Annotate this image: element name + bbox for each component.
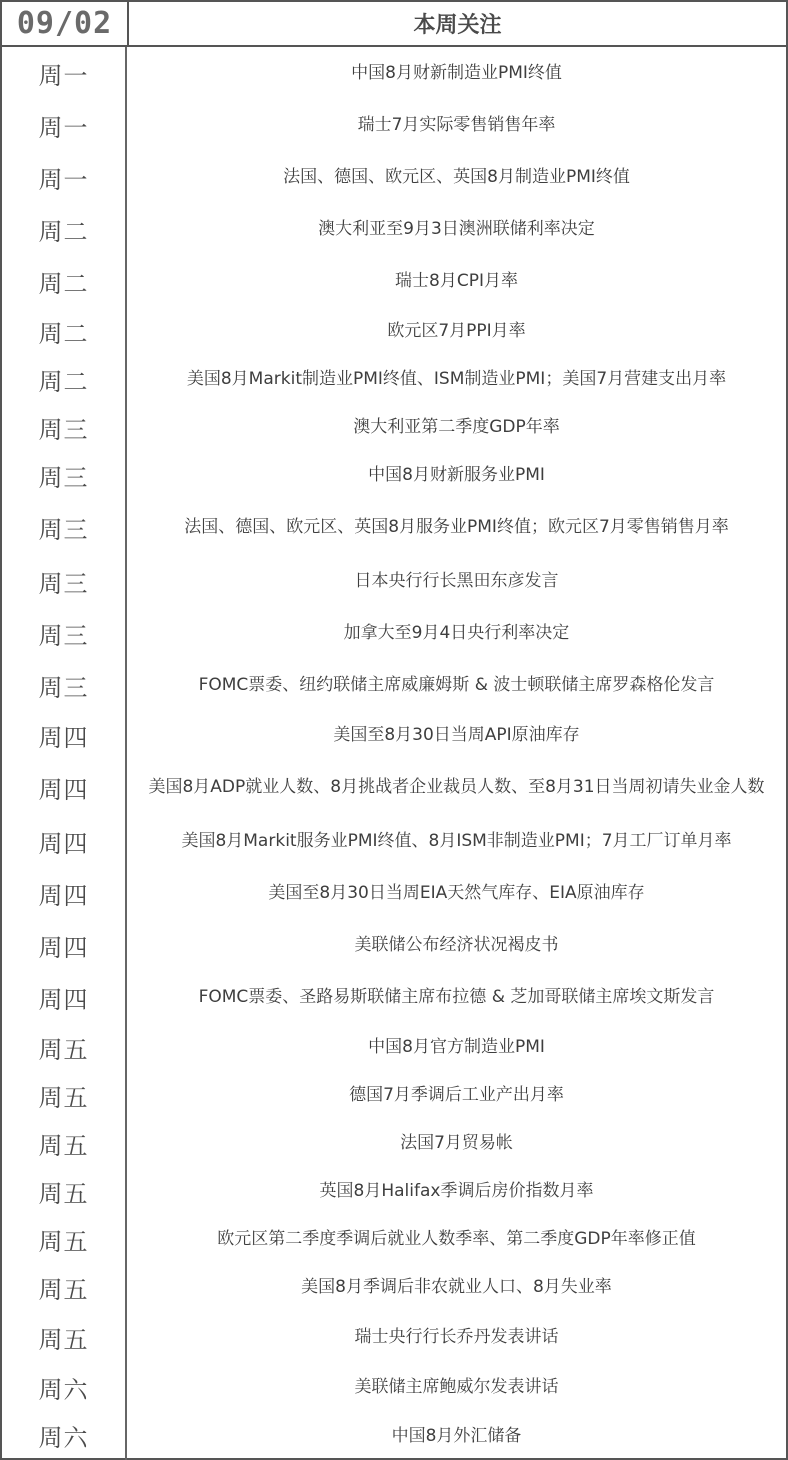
row-day: 周四 — [2, 867, 127, 919]
events-table — [0, 47, 788, 1460]
row-event: 欧元区7月PPI月率 — [387, 321, 526, 341]
table-row — [2, 1215, 786, 1263]
table-row — [2, 47, 786, 99]
table-row — [2, 255, 786, 307]
row-event: 瑞士8月CPI月率 — [395, 271, 518, 291]
row-day: 周五 — [2, 1311, 127, 1363]
table-row — [2, 1363, 786, 1411]
row-event: 美国8月季调后非农就业人口、8月失业率 — [301, 1277, 612, 1297]
row-day: 周五 — [2, 1071, 127, 1119]
row-day: 周五 — [2, 1215, 127, 1263]
row-day: 周四 — [2, 971, 127, 1023]
row-event: 中国8月财新服务业PMI — [368, 465, 545, 485]
row-event: 法国7月贸易帐 — [400, 1133, 513, 1153]
row-event: 澳大利亚至9月3日澳洲联储利率决定 — [318, 219, 595, 239]
row-day: 周四 — [2, 919, 127, 971]
row-day: 周二 — [2, 355, 127, 403]
row-day: 周一 — [2, 151, 127, 203]
table-row — [2, 403, 786, 451]
table-row — [2, 919, 786, 971]
row-day: 周三 — [2, 403, 127, 451]
row-day: 周五 — [2, 1119, 127, 1167]
table-row — [2, 815, 786, 867]
table-row — [2, 1411, 786, 1460]
row-day: 周一 — [2, 99, 127, 151]
row-day: 周四 — [2, 711, 127, 759]
row-event: 法国、德国、欧元区、英国8月制造业PMI终值 — [283, 167, 630, 187]
table-row — [2, 1071, 786, 1119]
row-event: 中国8月财新制造业PMI终值 — [351, 63, 562, 83]
row-day: 周五 — [2, 1023, 127, 1071]
row-event: 德国7月季调后工业产出月率 — [349, 1085, 564, 1105]
row-day: 周六 — [2, 1363, 127, 1411]
table-row — [2, 1023, 786, 1071]
row-event: 法国、德国、欧元区、英国8月服务业PMI终值；欧元区7月零售销售月率 — [184, 517, 729, 537]
table-row — [2, 659, 786, 711]
table-row — [2, 99, 786, 151]
row-day: 周三 — [2, 451, 127, 499]
table-row — [2, 555, 786, 607]
row-event: 美国8月Markit制造业PMI终值、ISM制造业PMI；美国7月营建支出月率 — [186, 369, 727, 389]
table-row — [2, 499, 786, 555]
row-event: 加拿大至9月4日央行利率决定 — [343, 623, 570, 643]
table-row — [2, 1311, 786, 1363]
row-event: 中国8月外汇储备 — [391, 1425, 522, 1446]
row-day: 周五 — [2, 1263, 127, 1311]
header-date: 09/02 — [2, 2, 129, 45]
header-title: 本周关注 — [413, 13, 502, 38]
row-day: 周三 — [2, 607, 127, 659]
row-event: 美联储主席鲍威尔发表讲话 — [354, 1377, 559, 1397]
row-event: 瑞士央行行长乔丹发表讲话 — [354, 1327, 559, 1347]
table-row — [2, 711, 786, 759]
table-row — [2, 867, 786, 919]
table-row — [2, 759, 786, 815]
table-row — [2, 151, 786, 203]
row-day: 周二 — [2, 255, 127, 307]
row-event: 英国8月Halifax季调后房价指数月率 — [319, 1181, 594, 1201]
row-event: 美联储公布经济状况褐皮书 — [354, 935, 559, 955]
table-row — [2, 355, 786, 403]
table-row — [2, 607, 786, 659]
row-event: 美国8月ADP就业人数、8月挑战者企业裁员人数、至8月31日当周初请失业金人数 — [148, 777, 765, 797]
row-event: 中国8月官方制造业PMI — [368, 1037, 545, 1057]
table-row — [2, 971, 786, 1023]
row-event: 瑞士7月实际零售销售年率 — [357, 115, 556, 135]
row-day: 周一 — [2, 47, 127, 99]
row-event: 美国至8月30日当周API原油库存 — [333, 725, 580, 745]
row-day: 周二 — [2, 307, 127, 355]
row-day: 周三 — [2, 499, 127, 555]
table-row — [2, 1119, 786, 1167]
table-header — [0, 0, 788, 47]
row-event: FOMC票委、圣路易斯联储主席布拉德 & 芝加哥联储主席埃文斯发言 — [198, 987, 715, 1007]
table-row — [2, 451, 786, 499]
row-event: 欧元区第二季度季调后就业人数季率、第二季度GDP年率修正值 — [217, 1229, 696, 1249]
row-event: 日本央行行长黑田东彦发言 — [354, 571, 559, 591]
row-event: 美国至8月30日当周EIA天然气库存、EIA原油库存 — [268, 883, 645, 903]
row-day: 周四 — [2, 815, 127, 867]
table-row — [2, 203, 786, 255]
row-day: 周三 — [2, 555, 127, 607]
row-day: 周四 — [2, 759, 127, 815]
row-day: 周二 — [2, 203, 127, 255]
row-day: 周三 — [2, 659, 127, 711]
row-event: 美国8月Markit服务业PMI终值、8月ISM非制造业PMI；7月工厂订单月率 — [181, 831, 732, 851]
table-row — [2, 1263, 786, 1311]
row-event: FOMC票委、纽约联储主席威廉姆斯 & 波士顿联储主席罗森格伦发言 — [198, 675, 715, 695]
row-day: 周六 — [2, 1411, 127, 1460]
row-day: 周五 — [2, 1167, 127, 1215]
table-row — [2, 307, 786, 355]
row-event: 澳大利亚第二季度GDP年率 — [353, 417, 560, 437]
table-row — [2, 1167, 786, 1215]
